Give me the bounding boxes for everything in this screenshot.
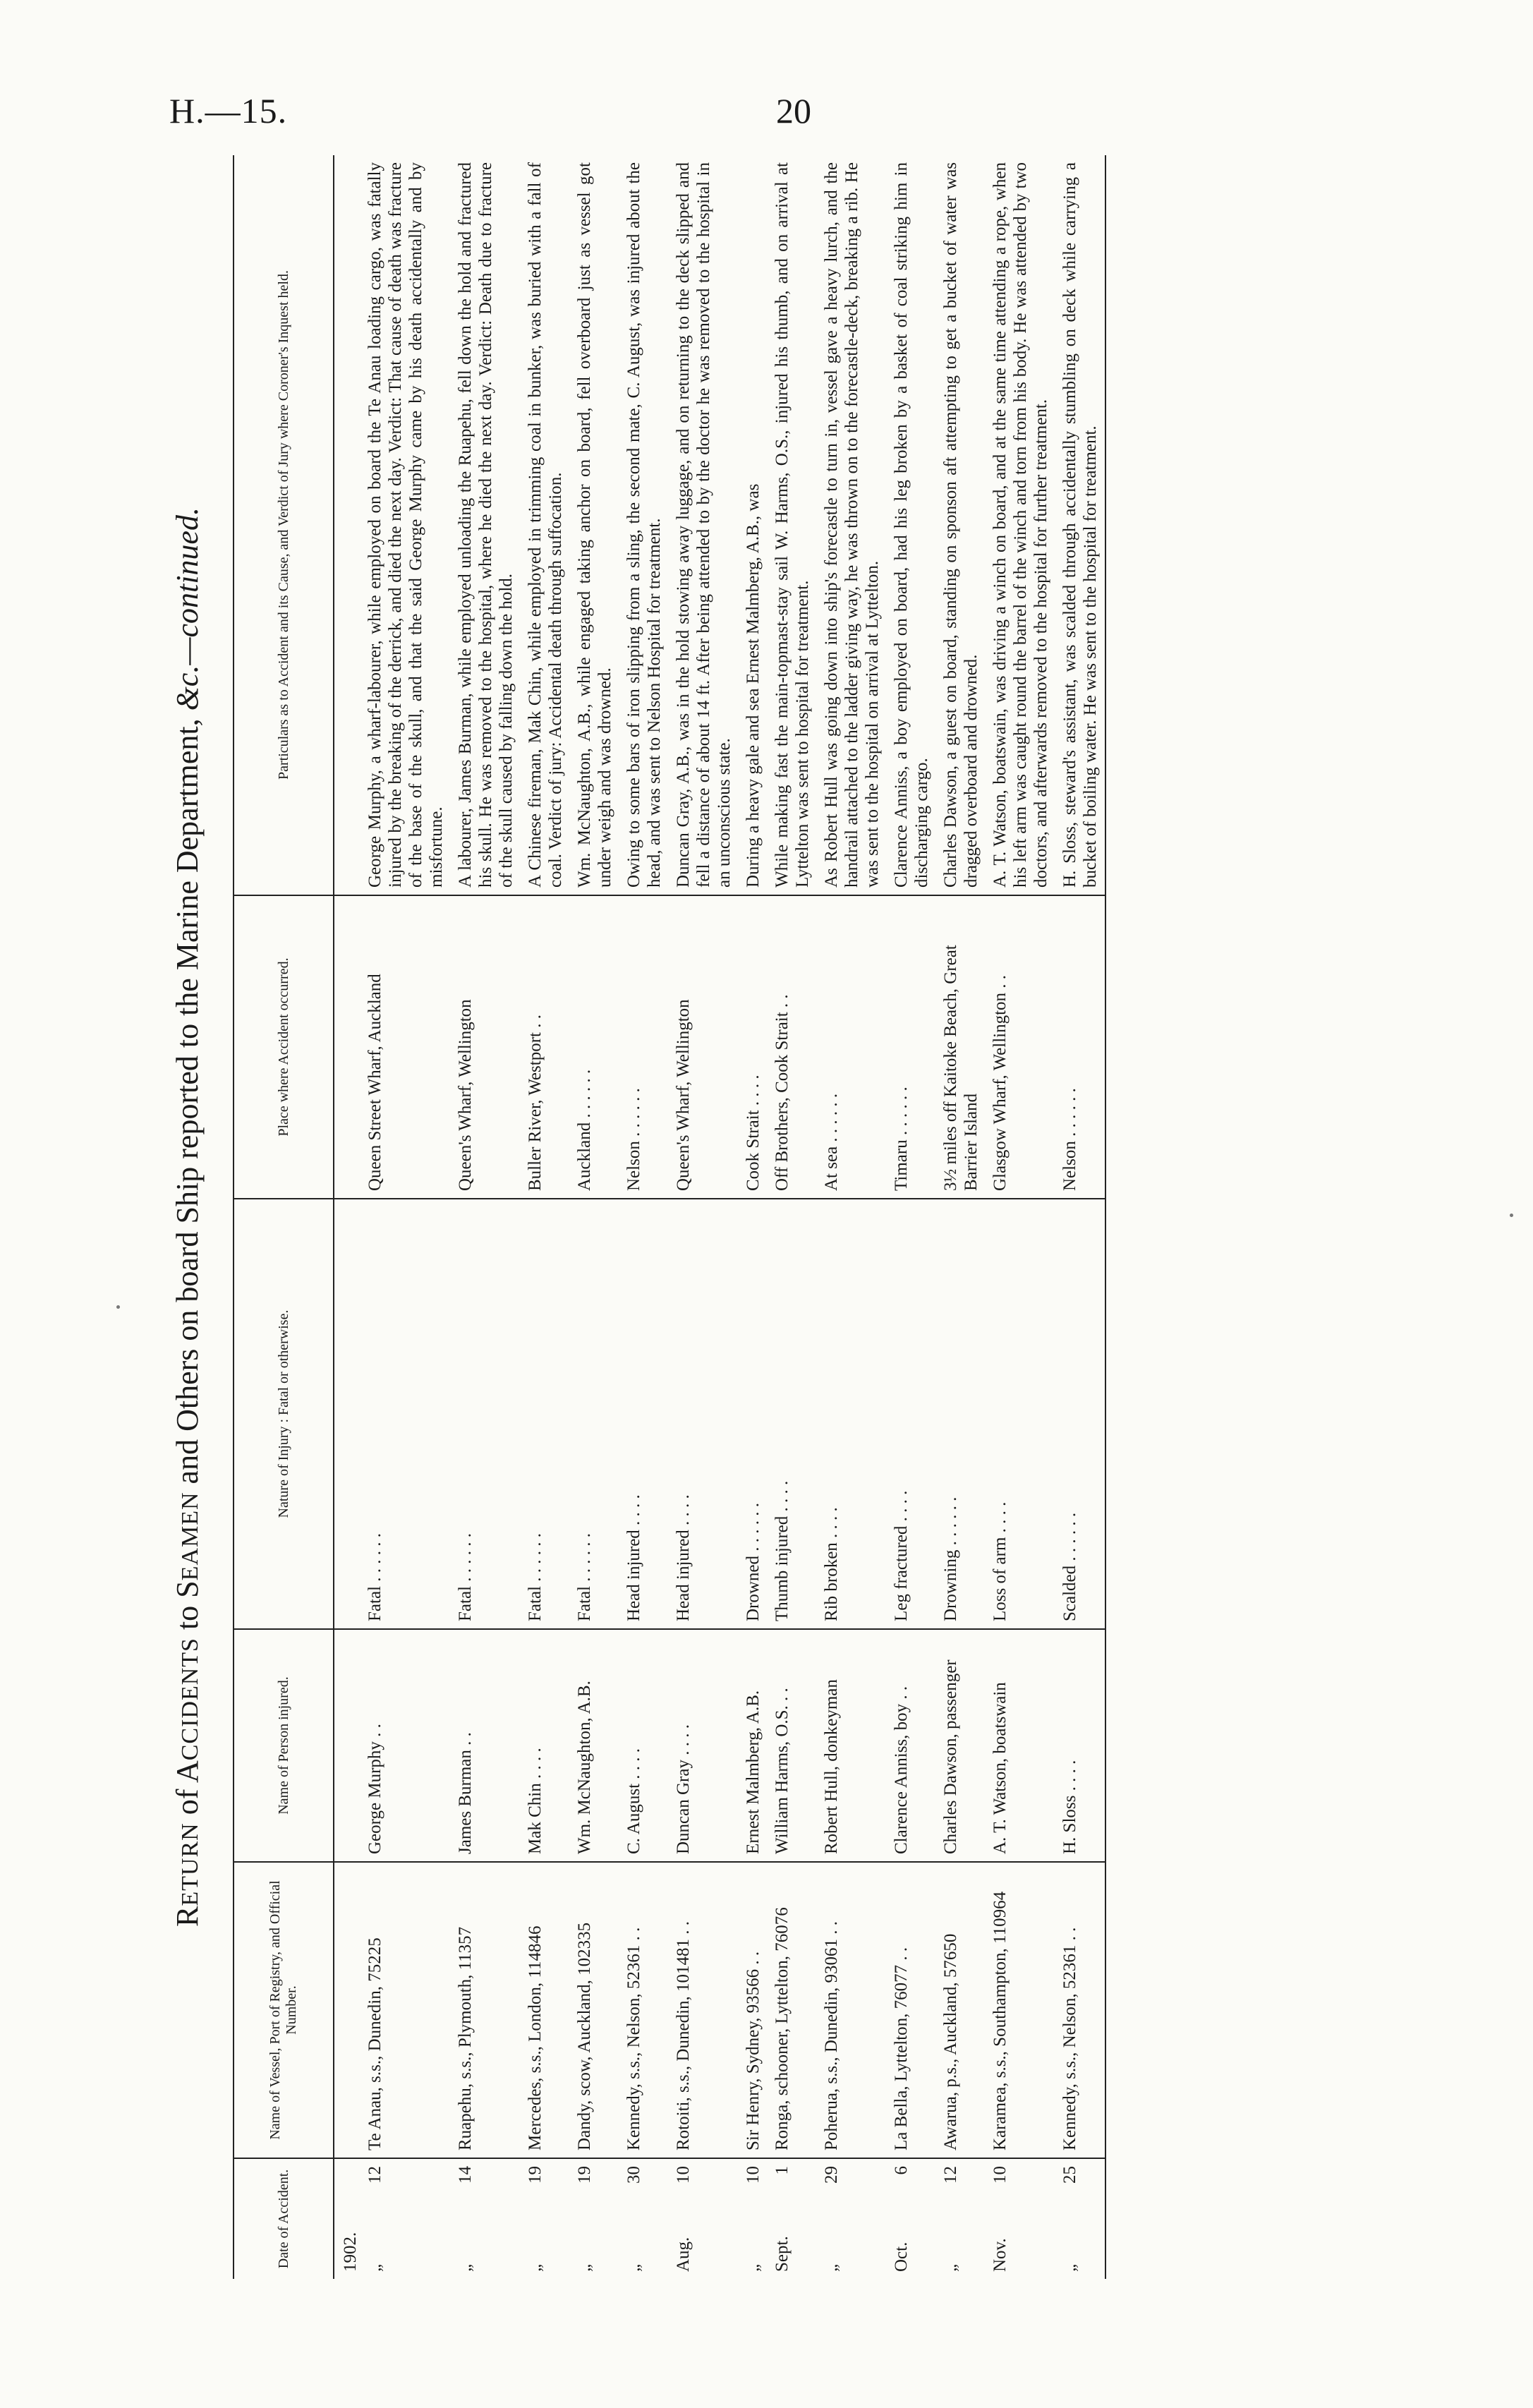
date-day: 12 [941,2166,960,2184]
place-cell: Queen's Wharf, Wellington [669,896,739,1199]
accident-table [233,155,1106,2279]
vessel-cell: Poherua, s.s., Dunedin, 93061 . . [817,1863,887,2159]
date-cell [360,2159,451,2279]
person-cell: A. T. Watson, boatswain [986,1630,1055,1863]
date-cell [887,2159,936,2279]
vessel-cell: Karamea, s.s., Southampton, 110964 [986,1863,1055,2159]
date-month: „ [456,2262,475,2272]
date-month: „ [1060,2262,1079,2272]
date-month: „ [624,2262,643,2272]
date-month: „ [526,2262,545,2272]
vessel-cell: Sir Henry, Sydney, 93566 . . [739,1863,768,2159]
vessel-cell: Kennedy, s.s., Nelson, 52361 . . [619,1863,669,2159]
place-cell: At sea . . . . . . [817,896,887,1199]
nature-cell: Fatal . . . . . . [570,1199,619,1630]
vessel-cell: Kennedy, s.s., Nelson, 52361 . . [1055,1863,1105,2159]
person-cell: George Murphy . . [360,1630,451,1863]
date-month: Nov. [990,2238,1010,2272]
table-row [521,155,570,2279]
nature-cell: Fatal . . . . . . [451,1199,521,1630]
place-cell: Nelson . . . . . . [1055,896,1105,1199]
place-cell: 3½ miles off Kaitoke Beach, Great Barrier Island [936,896,986,1199]
date-day: 14 [456,2166,475,2184]
nature-cell: Drowning . . . . . . [936,1199,986,1630]
table-header-row [233,155,334,2279]
year-label: 1902. [341,2232,360,2272]
date-day: 12 [365,2166,384,2184]
table-row [936,155,986,2279]
particulars-cell: While making fast the main-topmast-stay sail W. Harms, O.S., injured his thumb, and on arrival at Lyttelton was sent to hospital for treatment. [768,155,817,896]
nature-cell: Scalded . . . . . . [1055,1199,1105,1630]
particulars-cell: A labourer, James Burman, while employed unloading the Ruapehu, fell down the hold and fractured his skull. He was removed to the hospital, where he died the next day. Verdict: Death due to fracture of the skull caused by falling down the hold. [451,155,521,896]
person-cell: H. Sloss . . . . [1055,1630,1105,1863]
place-cell: Cook Strait . . . . [739,896,768,1199]
date-day: 10 [674,2166,693,2184]
nature-cell: Drowned . . . . . . [739,1199,768,1630]
nature-cell: Loss of arm . . . . [986,1199,1055,1630]
table-row [570,155,619,2279]
empty-cell [334,155,360,896]
column-header-person: Name of Person injured. [234,1630,333,1863]
date-day: 30 [624,2166,643,2184]
place-cell: Off Brothers, Cook Strait . . [768,896,817,1199]
place-cell: Nelson . . . . . . [619,896,669,1199]
column-header-date: Date of Accident. [275,2169,291,2269]
particulars-cell: H. Sloss, steward's assistant, was scalded through accidentally stumbling on deck while carrying a bucket of boiling water. He was sent to the hospital for treatment. [1055,155,1105,896]
date-month: Sept. [772,2236,792,2272]
date-month: „ [365,2262,384,2272]
place-cell: Glasgow Wharf, Wellington . . [986,896,1055,1199]
column-header-particulars: Particulars as to Accident and its Cause, and Verdict of Jury where Coroner's Inquest held. [234,155,333,896]
particulars-cell: Charles Dawson, a guest on board, standing on sponson aft attempting to get a bucket of water was dragged overboard and drowned. [936,155,986,896]
date-month: Aug. [674,2237,693,2272]
table-row [669,155,739,2279]
vessel-cell: Rotoiti, s.s., Dunedin, 101481 . . [669,1863,739,2159]
particulars-cell: Clarence Anniss, a boy employed on board, had his leg broken by a basket of coal striking him in discharging cargo. [887,155,936,896]
person-cell: Robert Hull, donkeyman [817,1630,887,1863]
date-day: 6 [892,2166,911,2175]
date-month: „ [744,2262,763,2272]
person-cell: C. August . . . . [619,1630,669,1863]
vessel-cell: Awarua, p.s., Auckland, 57650 [936,1863,986,2159]
person-cell: William Harms, O.S. . . [768,1630,817,1863]
table-row [451,155,521,2279]
column-header-vessel: Name of Vessel, Port of Registry, and Official Number. [234,1863,333,2159]
person-cell: Mak Chin . . . . [521,1630,570,1863]
particulars-cell: Duncan Gray, A.B., was in the hold stowing away luggage, and on returning to the deck slipped and fell a distance of about 14 ft. After being attended to by the doctor he was removed to the hospital in an unconscious state. [669,155,739,896]
page-number: 20 [776,91,811,131]
table-row [360,155,451,2279]
date-cell [936,2159,986,2279]
nature-cell: Head injured . . . . [669,1199,739,1630]
empty-cell [334,1630,360,1863]
date-cell [986,2159,1055,2279]
place-cell: Queen Street Wharf, Auckland [360,896,451,1199]
particulars-cell: During a heavy gale and sea Ernest Malmberg, A.B., was [739,155,768,896]
rotated-table-container [162,155,1362,2279]
date-cell [768,2159,817,2279]
year-row [334,155,360,2279]
nature-cell: Thumb injured . . . . [768,1199,817,1630]
date-day: 25 [1060,2166,1079,2184]
date-day: 10 [744,2166,763,2184]
table-row [768,155,817,2279]
person-cell: James Burman . . [451,1630,521,1863]
particulars-cell: George Murphy, a wharf-labourer, while employed on board the Te Anau loading cargo, was fatally injured by the breaking of the derrick, and died the next day. Verdict: That cause of death was fracture of the base of the skull, and that the said George Murphy came by his death accidentally and by misfortune. [360,155,451,896]
date-month: „ [575,2262,594,2272]
date-day: 1 [772,2166,792,2175]
place-cell: Queen's Wharf, Wellington [451,896,521,1199]
particulars-cell: A Chinese fireman, Mak Chin, while employed in trimming coal in bunker, was buried with a fall of coal. Verdict of jury: Accidental death through suffocation. [521,155,570,896]
particulars-cell: A. T. Watson, boatswain, was driving a winch on board, and at the same time attending a rope, when his left arm was caught round the barrel of the winch and torn from his body. He was attended by two doctors, and afterwards removed to the hospital for further treatment. [986,155,1055,896]
column-header-nature: Nature of Injury : Fatal or otherwise. [234,1199,333,1630]
person-cell: Clarence Anniss, boy . . [887,1630,936,1863]
vessel-cell: Ronga, schooner, Lyttelton, 76076 [768,1863,817,2159]
table-row [887,155,936,2279]
person-cell: Wm. McNaughton, A.B. [570,1630,619,1863]
date-cell [669,2159,739,2279]
person-cell: Duncan Gray . . . . [669,1630,739,1863]
place-cell: Buller River, Westport . . [521,896,570,1199]
date-day: 19 [575,2166,594,2184]
person-cell: Ernest Malmberg, A.B. [739,1630,768,1863]
nature-cell: Rib broken . . . . [817,1199,887,1630]
date-cell [817,2159,887,2279]
nature-cell: Fatal . . . . . . [360,1199,451,1630]
date-cell [570,2159,619,2279]
date-cell [451,2159,521,2279]
vessel-cell: Ruapehu, s.s., Plymouth, 11357 [451,1863,521,2159]
date-month: „ [822,2262,841,2272]
table-row [817,155,887,2279]
nature-cell: Leg fractured . . . . [887,1199,936,1630]
empty-cell [334,1863,360,2159]
date-day: 10 [990,2166,1010,2184]
date-day: 29 [822,2166,841,2184]
vessel-cell: Te Anau, s.s., Dunedin, 75225 [360,1863,451,2159]
nature-cell: Head injured . . . . [619,1199,669,1630]
date-day: 19 [526,2166,545,2184]
table-row [739,155,768,2279]
nature-cell: Fatal . . . . . . [521,1199,570,1630]
particulars-cell: Wm. McNaughton, A.B., while engaged taking anchor on board, fell overboard just as vessel got under weigh and was drowned. [570,155,619,896]
empty-cell [334,896,360,1199]
table-row [1055,155,1106,2279]
place-cell: Timaru . . . . . . [887,896,936,1199]
table-title: RETURN of ACCIDENTS to SEAMEN and Others on board Ship reported to the Marine Department, &c.—continued. [170,507,205,1927]
date-cell [1055,2159,1105,2279]
vessel-cell: Mercedes, s.s., London, 114846 [521,1863,570,2159]
particulars-cell: As Robert Hull was going down into ship's forecastle to turn in, vessel gave a heavy lurch, and the handrail attached to the ladder giving way, he was thrown on to the forecastle-deck, breaking a rib. He was sent to the hospital on arrival at Lyttelton. [817,155,887,896]
place-cell: Auckland . . . . . . [570,896,619,1199]
stray-mark [1510,1214,1513,1217]
date-cell [739,2159,768,2279]
document-code: H.—15. [169,91,288,131]
particulars-cell: Owing to some bars of iron slipping from a sling, the second mate, C. August, was injured about the head, and was sent to Nelson Hospital for treatment. [619,155,669,896]
vessel-cell: La Bella, Lyttelton, 76077 . . [887,1863,936,2159]
date-cell [619,2159,669,2279]
stray-mark [116,1305,120,1309]
date-cell [521,2159,570,2279]
table-row [619,155,669,2279]
date-month: „ [941,2262,960,2272]
table-row [986,155,1055,2279]
column-header-place: Place where Accident occurred. [234,896,333,1199]
date-month: Oct. [892,2241,911,2272]
vessel-cell: Dandy, scow, Auckland, 102335 [570,1863,619,2159]
person-cell: Charles Dawson, passenger [936,1630,986,1863]
empty-cell [334,1199,360,1630]
